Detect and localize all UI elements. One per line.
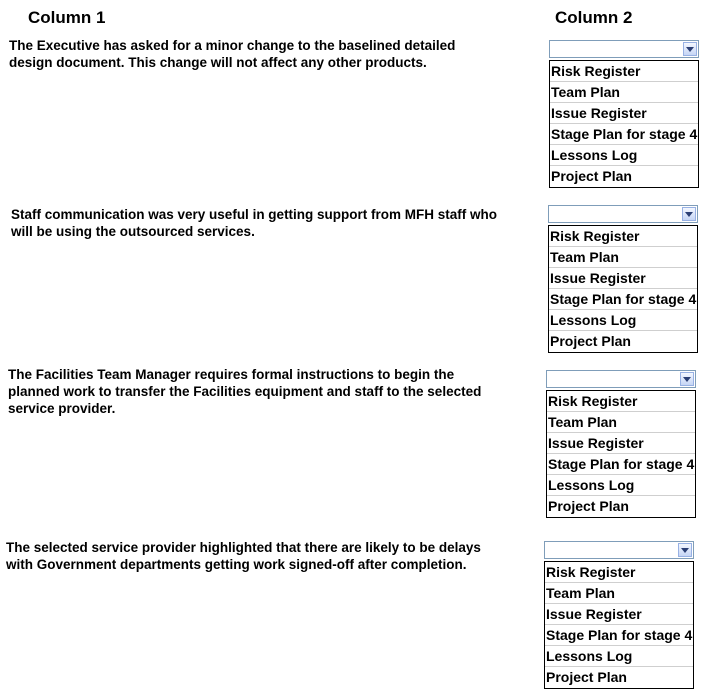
select-box-1[interactable] (549, 40, 699, 58)
chevron-down-icon[interactable] (678, 543, 692, 557)
question-1-text: The Executive has asked for a minor change to the baselined detailed design document. This change will not affect any other products. (9, 38, 456, 70)
answer-dropdown-3 (546, 370, 696, 518)
option-project-plan[interactable]: Project Plan (546, 669, 627, 685)
chevron-down-icon[interactable] (682, 207, 696, 221)
answer-dropdown-1 (549, 40, 699, 188)
option-project-plan[interactable]: Project Plan (551, 168, 632, 184)
question-2-text: Staff communication was very useful in getting support from MFH staff who will be using the outsourced services. (11, 207, 498, 239)
option-stage-plan-stage-4[interactable]: Stage Plan for stage 4 (547, 454, 695, 475)
option-issue-register[interactable]: Issue Register (550, 103, 698, 124)
option-lessons-log[interactable]: Lessons Log (549, 310, 697, 331)
options-list-3 (546, 390, 696, 518)
option-risk-register[interactable]: Risk Register (549, 226, 697, 247)
option-team-plan[interactable]: Team Plan (550, 82, 698, 103)
option-risk-register[interactable]: Risk Register (550, 61, 698, 82)
option-lessons-log[interactable]: Lessons Log (547, 475, 695, 496)
option-issue-register[interactable]: Issue Register (545, 604, 693, 625)
option-team-plan[interactable]: Team Plan (545, 583, 693, 604)
option-risk-register[interactable]: Risk Register (545, 562, 693, 583)
answer-dropdown-4 (544, 541, 694, 689)
option-team-plan[interactable]: Team Plan (549, 247, 697, 268)
option-stage-plan-stage-4[interactable]: Stage Plan for stage 4 (545, 625, 693, 646)
option-risk-register[interactable]: Risk Register (547, 391, 695, 412)
option-stage-plan-stage-4[interactable]: Stage Plan for stage 4 (549, 289, 697, 310)
select-box-2[interactable] (548, 205, 698, 223)
question-4-text: The selected service provider highlighted that there are likely to be delays with Government departments getting work signed-off after completion. (6, 540, 481, 572)
column-1-header: Column 1 (28, 8, 106, 27)
option-issue-register[interactable]: Issue Register (549, 268, 697, 289)
select-box-4[interactable] (544, 541, 694, 559)
options-list-4 (544, 561, 694, 689)
options-list-1 (549, 60, 699, 188)
chevron-down-icon[interactable] (683, 42, 697, 56)
option-project-plan[interactable]: Project Plan (550, 333, 631, 349)
select-box-3[interactable] (546, 370, 696, 388)
option-stage-plan-stage-4[interactable]: Stage Plan for stage 4 (550, 124, 698, 145)
option-lessons-log[interactable]: Lessons Log (550, 145, 698, 166)
option-lessons-log[interactable]: Lessons Log (545, 646, 693, 667)
option-project-plan[interactable]: Project Plan (548, 498, 629, 514)
option-team-plan[interactable]: Team Plan (547, 412, 695, 433)
chevron-down-icon[interactable] (680, 372, 694, 386)
option-issue-register[interactable]: Issue Register (547, 433, 695, 454)
options-list-2 (548, 225, 698, 353)
question-3-text: The Facilities Team Manager requires formal instructions to begin the planned work to transfer the Facilities equipment and staff to the selected service provider. (8, 367, 482, 416)
answer-dropdown-2 (548, 205, 698, 353)
column-2-header: Column 2 (555, 8, 633, 27)
